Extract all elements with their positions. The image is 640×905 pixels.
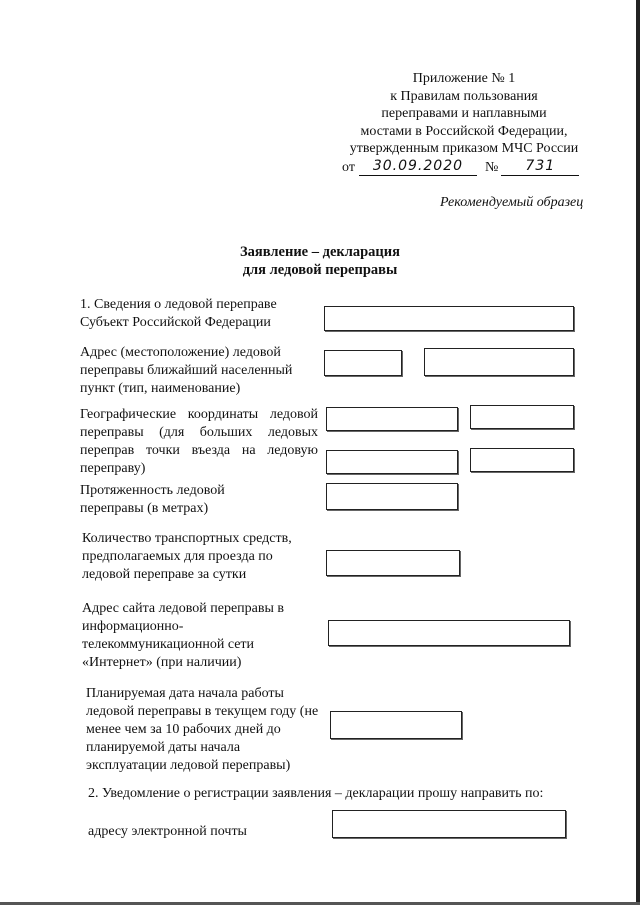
subject-field[interactable]	[324, 306, 574, 331]
document-title-line-1: Заявление – декларация	[240, 244, 400, 260]
vehicles-label: Количество транспортных средств, предполагаемых для проезда по ледовой переправе за сутки	[82, 531, 292, 582]
start-date-label: Планируемая дата начала работы ледовой переправы в текущем году (не менее чем за 10 рабочих дней до планируемой даты начала эксплуатации ледовой переправы)	[86, 686, 319, 773]
coordinate-field-1[interactable]	[326, 407, 458, 431]
coordinate-field-2[interactable]	[470, 405, 574, 429]
appendix-line-1: Приложение № 1	[412, 71, 516, 86]
coordinate-field-4[interactable]	[470, 448, 574, 472]
document-title-line-2: для ледовой переправы	[242, 262, 398, 278]
section-1-heading: 1. Сведения о ледовой переправе	[80, 297, 277, 312]
length-label: Протяженность ледовой переправы (в метрах)	[80, 483, 225, 516]
address-field-2[interactable]	[424, 348, 574, 376]
from-label: от	[342, 159, 355, 175]
coordinate-field-3[interactable]	[326, 450, 458, 474]
appendix-line-4: мостами в Российской Федерации,	[360, 123, 568, 139]
address-label: Адрес (местоположение) ледовой переправы ближайший населенный пункт (тип, наименование)	[80, 345, 293, 396]
order-date-line	[342, 158, 598, 177]
appendix-header	[330, 70, 598, 176]
vehicles-field[interactable]	[326, 550, 460, 576]
coordinates-label: Географические координаты ледовой переправы (для больших ледовых переправ точки въезда на ледовую переправу)	[80, 407, 318, 476]
page-edge-right	[636, 0, 640, 905]
address-field-1[interactable]	[324, 350, 402, 376]
appendix-line-3: переправами и наплавными	[381, 106, 547, 121]
number-label: №	[484, 159, 499, 175]
email-field[interactable]	[332, 810, 566, 838]
subject-label: Субъект Российской Федерации	[80, 315, 271, 330]
section-2-heading: 2. Уведомление о регистрации заявления – декларации прошу направить по:	[88, 786, 544, 801]
length-field[interactable]	[326, 483, 458, 510]
order-number: 731	[501, 158, 579, 177]
website-label: Адрес сайта ледовой переправы в информационно-телекоммуникационной сети «Интернет» (при наличии)	[82, 601, 285, 670]
email-label: адресу электронной почты	[88, 824, 247, 839]
appendix-line-5: утвержденным приказом МЧС России	[349, 141, 579, 156]
recommended-sample-note: Рекомендуемый образец	[440, 195, 584, 210]
order-date: 30.09.2020	[359, 158, 477, 177]
start-date-field[interactable]	[330, 711, 462, 739]
website-field[interactable]	[328, 620, 570, 646]
appendix-line-2: к Правилам пользования	[390, 88, 538, 104]
